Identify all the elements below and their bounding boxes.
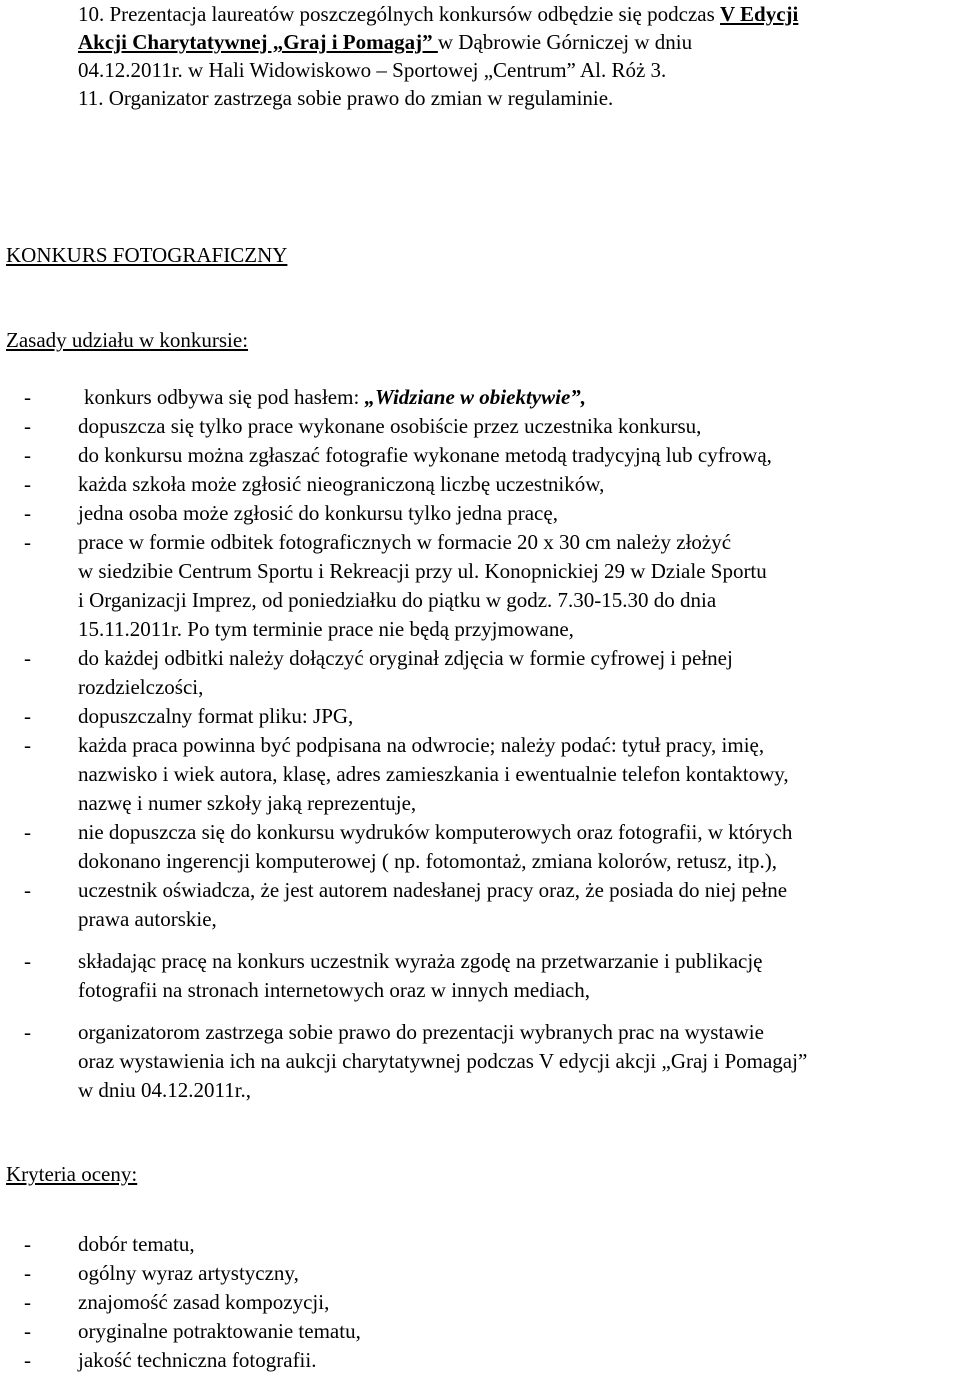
criteria-item: dobór tematu, — [78, 1232, 195, 1256]
list-dash: - — [24, 1348, 31, 1372]
list-dash: - — [24, 472, 31, 496]
rule-item-line: do każdej odbitki należy dołączyć oryginał zdjęcia w formie cyfrowej i pełnej — [78, 646, 733, 670]
list-dash: - — [24, 530, 31, 554]
rule-item-line: składając pracę na konkurs uczestnik wyraża zgodę na przetwarzanie i publikację — [78, 949, 763, 973]
rule-item-line: prawa autorskie, — [78, 907, 217, 931]
rule-item-line: nazwisko i wiek autora, klasę, adres zamieszkania i ewentualnie telefon kontaktowy, — [78, 762, 789, 786]
list-dash: - — [24, 385, 31, 409]
list-dash: - — [24, 733, 31, 757]
list-dash: - — [24, 1290, 31, 1314]
rule-item-line: rozdzielczości, — [78, 675, 204, 699]
rule-item: konkurs odbywa się pod hasłem: „Widziane w obiektywie”, — [84, 385, 587, 409]
rule-item-line: nazwę i numer szkoły jaką reprezentuje, — [78, 791, 417, 815]
rule-item: dopuszcza się tylko prace wykonane osobiście przez uczestnika konkursu, — [78, 414, 702, 438]
list-dash: - — [24, 501, 31, 525]
list-dash: - — [24, 949, 31, 973]
list-dash: - — [24, 414, 31, 438]
list-dash: - — [24, 704, 31, 728]
rule-item-line: organizatorom zastrzega sobie prawo do prezentacji wybranych prac na wystawie — [78, 1020, 764, 1044]
list-dash: - — [24, 443, 31, 467]
event-name-part-1: V Edycji — [720, 2, 799, 26]
rule-item-line: w siedzibie Centrum Sportu i Rekreacji przy ul. Konopnickiej 29 w Dziale Sportu — [78, 559, 767, 583]
event-name-part-2: Akcji Charytatywnej „Graj i Pomagaj” — [78, 30, 438, 54]
list-dash: - — [24, 820, 31, 844]
rule-item: dopuszczalny format pliku: JPG, — [78, 704, 354, 728]
rule-item: do konkursu można zgłaszać fotografie wykonane metodą tradycyjną lub cyfrową, — [78, 443, 772, 467]
paragraph-10-line-1: 10. Prezentacja laureatów poszczególnych konkursów odbędzie się podczas V Edycji — [78, 2, 799, 26]
rule-item-line: prace w formie odbitek fotograficznych w formacie 20 x 30 cm należy złożyć — [78, 530, 732, 554]
criteria-item: oryginalne potraktowanie tematu, — [78, 1319, 361, 1343]
contest-motto: „Widziane w obiektywie”, — [364, 385, 587, 409]
criteria-item: jakość techniczna fotografii. — [78, 1348, 317, 1372]
rule-item-line: każda praca powinna być podpisana na odwrocie; należy podać: tytuł pracy, imię, — [78, 733, 765, 757]
rule-item: jedna osoba może zgłosić do konkursu tylko jedna pracę, — [78, 501, 558, 525]
paragraph-11: 11. Organizator zastrzega sobie prawo do zmian w regulaminie. — [78, 86, 614, 110]
rule-item-line: dokonano ingerencji komputerowej ( np. fotomontaż, zmiana kolorów, retusz, itp.), — [78, 849, 778, 873]
paragraph-10-line-2: Akcji Charytatywnej „Graj i Pomagaj” w Dąbrowie Górniczej w dniu — [78, 30, 693, 54]
list-dash: - — [24, 646, 31, 670]
rule-item-line: uczestnik oświadcza, że jest autorem nadesłanej pracy oraz, że posiada do niej pełne — [78, 878, 788, 902]
contest-title: KONKURS FOTOGRAFICZNY — [6, 243, 288, 267]
rule-item-line: nie dopuszcza się do konkursu wydruków komputerowych oraz fotografii, w których — [78, 820, 793, 844]
list-dash: - — [24, 1232, 31, 1256]
list-dash: - — [24, 878, 31, 902]
rule-item-line: fotografii na stronach internetowych oraz w innych mediach, — [78, 978, 590, 1002]
list-dash: - — [24, 1020, 31, 1044]
list-dash: - — [24, 1319, 31, 1343]
list-dash: - — [24, 1261, 31, 1285]
rule-item-line: w dniu 04.12.2011r., — [78, 1078, 252, 1102]
rule-item-line: oraz wystawienia ich na aukcji charytatywnej podczas V edycji akcji „Graj i Pomagaj” — [78, 1049, 808, 1073]
rule-item-line: 15.11.2011r. Po tym terminie prace nie będą przyjmowane, — [78, 617, 574, 641]
criteria-item: znajomość zasad kompozycji, — [78, 1290, 330, 1314]
paragraph-10-line-3: 04.12.2011r. w Hali Widowiskowo – Sportowej „Centrum” Al. Róż 3. — [78, 58, 667, 82]
rule-item-line: i Organizacji Imprez, od poniedziałku do piątku w godz. 7.30-15.30 do dnia — [78, 588, 717, 612]
rules-heading: Zasady udziału w konkursie: — [6, 328, 249, 352]
criteria-item: ogólny wyraz artystyczny, — [78, 1261, 299, 1285]
criteria-heading: Kryteria oceny: — [6, 1162, 138, 1186]
rule-item: każda szkoła może zgłosić nieograniczoną liczbę uczestników, — [78, 472, 605, 496]
